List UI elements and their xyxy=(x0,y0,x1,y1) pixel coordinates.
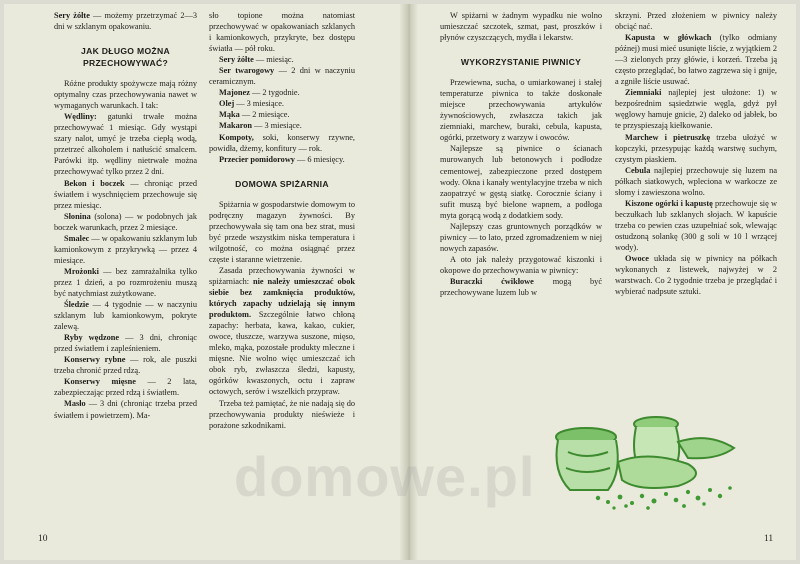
right-page-column-2 xyxy=(615,10,777,297)
paragraph xyxy=(615,10,777,32)
paragraph xyxy=(54,398,197,420)
paragraph-text: — 3 miesiące. xyxy=(234,99,284,109)
page-number-left: 10 xyxy=(38,534,48,544)
paragraph xyxy=(209,398,355,431)
bold-term: nie należy umieszczać obok siebie bez zamknięcia produktów, których zapachy udzielają się innym produktom. xyxy=(209,276,355,320)
paragraph xyxy=(440,254,602,276)
bold-term: Słonina xyxy=(64,211,91,221)
bold-term: Owoce xyxy=(625,254,649,264)
bold-term: Mąka xyxy=(219,110,240,120)
paragraph-text: W spiżarni w żadnym wypadku nie wolno umieszczać szczotek, szmat, past, proszków i płynów czyszczących, mydła i lekarstw. xyxy=(440,11,602,43)
paragraph xyxy=(615,132,777,165)
bold-term: Makaron xyxy=(219,121,253,131)
paragraph xyxy=(54,266,197,299)
paragraph xyxy=(54,332,197,354)
paragraph-text: gatunki trwałe można przechowywać 1 miesiąc. Gdy wystąpi szary nalot, umyć je trzeba ciepłą wodą, przetrzeć alkoholem i natłuścić smalcem. Parówki itp. wędliny nietrwałe można przechowywać tylko przez 2 dni. xyxy=(54,112,197,177)
bold-term: Buraczki ćwikłowe xyxy=(450,276,534,286)
paragraph xyxy=(209,87,355,98)
bold-term: Kiszone ogórki i kapustę xyxy=(625,198,713,208)
paragraph xyxy=(209,54,355,65)
paragraph-text: Różne produkty spożywcze mają różny optymalny czas przechowywania nawet w wymaganych warunkach. I tak: xyxy=(54,79,197,111)
paragraph xyxy=(615,253,777,297)
paragraph-text: Przewiewna, sucha, o umiarkowanej i stałej temperaturze piwnica to także doskonałe miejsce przechowywania artykułów żywnościowych, zwłaszcza takich jak ziemniaki, marchew, buraki, cebula, kapusta, ogórki, przetwory z warzyw i owoców. xyxy=(440,78,602,143)
paragraph xyxy=(54,211,197,233)
section-heading: JAK DŁUGO MOŻNA PRZECHOWYWAĆ? xyxy=(80,46,170,69)
bold-term: Przecier pomidorowy xyxy=(219,154,295,164)
paragraph-text: (solona) — w podobnych jak boczek warunkach, przez 2 miesiące. xyxy=(54,211,197,232)
paragraph-text: najlepiej przechowuje się luzem na półkach siatkowych, wpleciona w warkocze ze słomy i zawieszona wolno. xyxy=(615,165,777,197)
paragraph-text: układa się w piwnicy na półkach wykonanych z listewek, najwyżej w 2 warstwach. Co 2 tygodnie trzeba je przeglądać i wybierać nadpsute sztuki. xyxy=(615,254,777,297)
cellar-jars-illustration xyxy=(538,402,748,512)
bold-term: Marchew i pietruszkę xyxy=(625,132,711,142)
bold-term: Majonez xyxy=(219,88,250,98)
paragraph xyxy=(209,65,355,87)
paragraph-text: — 3 dni, chroniąc przed światłem i zapleśnieniem. xyxy=(54,333,197,354)
paragraph-text: Najlepszy czas gruntownych porządków w piwnicy — to lato, przed zgromadzeniem w niej nowych zapasów. xyxy=(440,221,602,253)
bold-term: Kompoty, xyxy=(219,132,254,142)
section-heading: WYKORZYSTANIE PIWNICY xyxy=(460,57,582,68)
paragraph xyxy=(615,32,777,87)
paragraph-text: trzeba ułożyć w kopczyki, przesypując każdą warstwę suchym, czystym piaskiem. xyxy=(615,132,777,164)
paragraph-text: Trzeba też pamiętać, że nie nadają się do przechowywania produkty nieświeże i porażone szkodnikami. xyxy=(209,398,355,430)
bold-term: Ryby wędzone xyxy=(64,333,120,343)
paragraph xyxy=(209,132,355,154)
paragraph-text: skrzyni. Przed złożeniem w piwnicy należy obciąć nać. xyxy=(615,11,777,32)
paragraph-text: soki, konserwy rzywne, powidła, dżemy, konfitury — rok. xyxy=(209,132,355,153)
paragraph xyxy=(440,276,602,298)
paragraph xyxy=(615,87,777,131)
paragraph-text: — chroniąc przed światłem i wyschnięciem przechowuje się przez miesiąc. xyxy=(54,178,197,210)
section-heading: DOMOWA SPIŻARNIA xyxy=(235,178,329,189)
watermark: domowe.pl xyxy=(234,445,536,508)
paragraph xyxy=(209,154,355,165)
bold-term: Cebula xyxy=(625,165,651,175)
paragraph xyxy=(54,10,197,32)
bold-term: Olej xyxy=(219,99,235,109)
paragraph-text: najlepiej jest ułożone: 1) w bezpośrednim sąsiedztwie węgla, gdyż pył węglowy hamuje gnicie, 2) daleko od jabłek, bo te przyspieszają kiełkowanie. xyxy=(615,88,777,131)
paragraph-text: — miesiąc. xyxy=(253,55,294,65)
paragraph xyxy=(440,77,602,143)
paragraph-text: Najlepsze są piwnice o ścianach murowanych lub betonowych i podłodze cementowej, zabezpieczone przed dostępem wody. Okna i kanały wentylacyjne trzeba w nich zaopatrzyć w gęstą siatkę. Corocznie ściany i sufit muszą być bielone wapnem, a podłoga myta gorącą wodą z dodatkiem sody. xyxy=(440,144,602,220)
bold-term: Mrożonki xyxy=(64,266,99,276)
paragraph xyxy=(54,376,197,398)
paragraph-text: — w opakowaniu szklanym lub kamionkowym z przykrywką — przez 4 miesiące. xyxy=(54,233,197,265)
paragraph-text: Szczególnie łatwo chłoną zapachy: herbata, kawa, kakao, cukier, owoce, tłuszcze, warzywa suszone, mięso, mleko, mąka, pozostałe produkty mleczne i mięsne. Nie wolno więc umieszczać ich obok ryb, zwłaszcza śledzi, kapusty, ogórków kwaszonych, octu i zapraw octowych, serów i wszelkich przypraw. xyxy=(209,310,355,397)
left-page-column-2 xyxy=(209,10,355,431)
bold-term: Konserwy mięsne xyxy=(64,377,136,387)
bold-term: Wędliny: xyxy=(64,112,97,122)
paragraph-text: (tylko odmiany późnej) musi mieć usunięte liście, z wyjątkiem 2—3 zielonych przy główie, i korzeń. Trzeba ją często przeglądać, bo łatwo zagrzewa się i gnije, a zgniłe liście usuwać. xyxy=(615,33,777,87)
paragraph-text: — 2 tygodnie. xyxy=(249,88,300,98)
bold-term: Śledzie xyxy=(64,300,89,310)
bold-term: Kapusta w główkach xyxy=(625,33,712,43)
paragraph xyxy=(209,109,355,120)
paragraph xyxy=(615,165,777,198)
paragraph-text: — 3 miesiące. xyxy=(252,121,302,131)
bold-term: Bekon i boczek xyxy=(64,178,125,188)
bold-term: Konserwy rybne xyxy=(64,355,126,365)
paragraph xyxy=(54,233,197,266)
paragraph xyxy=(54,299,197,332)
paragraph xyxy=(209,199,355,265)
paragraph-text: — 2 dni w naczyniu ceramicznym. xyxy=(209,66,355,87)
paragraph-text: przechowuje się w beczułkach lub szklanych słojach. W kapuście trzeba co pewien czas uzupełniać sok, wlewając ostudzoną solankę (300 g soli w 10 l wrzącej wody). xyxy=(615,198,777,252)
paragraph xyxy=(54,178,197,211)
paragraph xyxy=(440,10,602,43)
paragraph-text: — 4 tygodnie — w naczyniu szklanym lub kamionkowym, pokryte zalewą. xyxy=(54,300,197,332)
bold-term: Ziemniaki xyxy=(625,88,662,98)
bold-term: Masło xyxy=(64,399,86,409)
paragraph xyxy=(54,111,197,177)
paragraph-text: — 6 miesięcy. xyxy=(294,154,345,164)
bold-term: Ser twarogowy xyxy=(219,66,275,76)
paragraph-text: — 2 lata, zabezpieczając przed rdzą i światłem. xyxy=(54,377,198,398)
paragraph-text: — 3 dni (chroniąc trzeba przed światłem i powietrzem). Ma- xyxy=(54,399,197,420)
bold-term: Sery żółte xyxy=(219,55,254,65)
bold-term: Smalec xyxy=(64,233,90,243)
bold-term: Sery żółte xyxy=(54,11,90,20)
book-spread xyxy=(4,4,796,560)
paragraph-text: A oto jak należy przygotować kiszonki i okopowe do przechowywania w piwnicy: xyxy=(440,254,602,275)
paragraph-text: Spiżarnia w gospodarstwie domowym to podręczny magazyn żywności. By przechowywała się tam ona bez strat, musi być przede wszystkim niska temperatura i wilgotność, co można osiągnąć przez częste i staranne wietrzenie. xyxy=(209,199,355,264)
paragraph-text: — 2 miesiące. xyxy=(239,110,290,120)
paragraph xyxy=(209,10,355,54)
paragraph xyxy=(440,143,602,220)
paragraph-text: Zasada przechowywania żywności w spiżarniach: xyxy=(209,265,355,286)
left-page-column-1 xyxy=(54,10,197,421)
paragraph-text: — bez zamrażalnika tylko przez 1 dzień, a po rozmrożeniu muszą być natychmiast zużytkowane. xyxy=(54,266,197,298)
right-page-column-1 xyxy=(440,10,602,298)
paragraph xyxy=(209,120,355,131)
paragraph xyxy=(615,198,777,253)
paragraph-text: — rok, ale puszki trzeba chronić przed rdzą. xyxy=(54,355,197,376)
paragraph-text: sło topione można natomiast przechowywać w opakowaniach szklanych i kamionkowych, przykryte, bez dostępu światła — pół roku. xyxy=(209,11,355,54)
paragraph-text: — możemy przetrzymać 2—3 dni w szklanym opakowaniu. xyxy=(54,11,197,32)
paragraph xyxy=(209,98,355,109)
paragraph-text: mogą być przechowywane luzem lub w xyxy=(440,276,603,298)
page-number-right: 11 xyxy=(764,534,774,544)
paragraph xyxy=(440,221,602,254)
paragraph xyxy=(209,265,355,398)
paragraph xyxy=(54,78,197,111)
paragraph xyxy=(54,354,197,376)
